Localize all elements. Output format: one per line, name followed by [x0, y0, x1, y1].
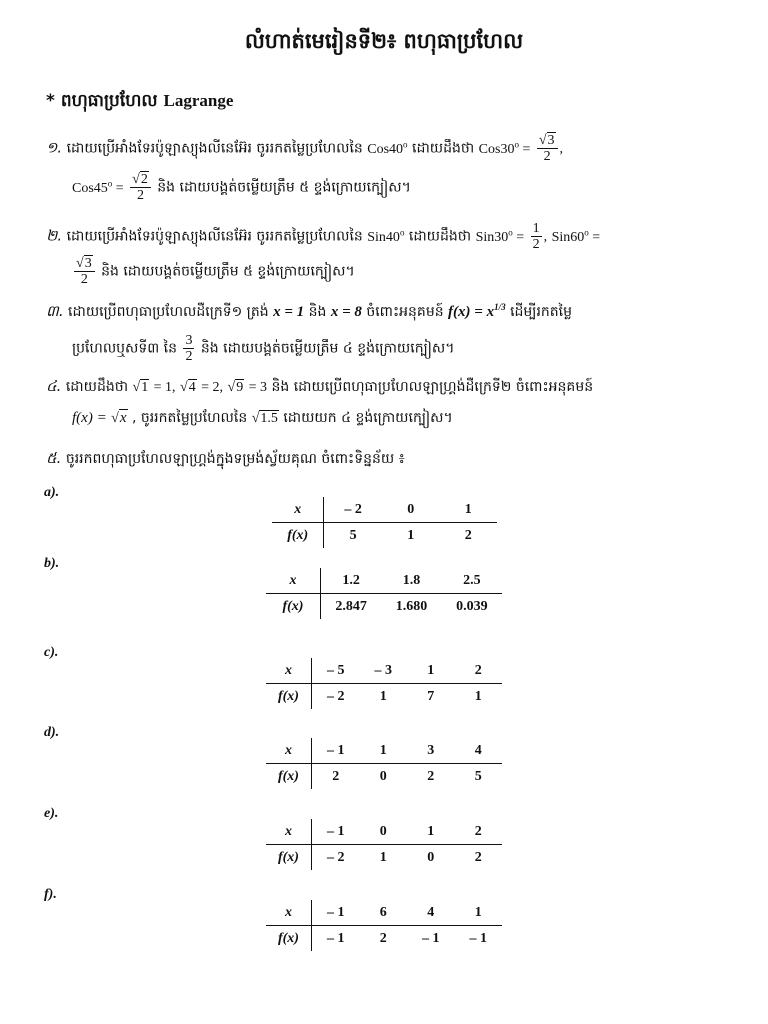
problem-1-line-1: ១. ដោយប្រើអាំងទែរប៉ូឡាស្យុងលីនេអ៊ែរ ចូររកតម្លៃប្រហែលនៃ Cos40$^o$ ដោយដឹងថា $Cos30^o$ = $\frac{√3}{2}$ ,: [46, 133, 564, 164]
problem-text: និង ដោយបង្គត់ចម្លើយត្រឹម ៥ ខ្ទង់ក្រោយក្បៀស។: [157, 179, 411, 196]
problem-3-line-2: [72, 333, 455, 364]
problem-text: ដោយដឹងថា: [408, 228, 472, 245]
table-row-fx: f(x) 5 1 2: [272, 523, 497, 549]
problem-text: ប្រហែលឬសទី៣ នៃ: [72, 340, 178, 357]
section-title-khmer: ពហុធាប្រហែល: [60, 91, 158, 111]
problem-4-line-1: ៤. ដោយដឹងថា √1 = 1, √4 = 2, √9 = 3 និង ដោយប្រើពហុធាប្រហែលឡាហ្គ្រង់ដឺក្រេទី២ ចំពោះអនុគមន៍: [46, 377, 594, 395]
table-label-e: e).: [44, 806, 59, 821]
section-heading: [46, 90, 233, 115]
math-root-9: √9: [227, 380, 244, 395]
data-table-d: [266, 738, 502, 789]
table-row-x: x – 2 0 1: [272, 497, 497, 523]
table-row-fx: f(x) – 2 1 0 2: [266, 845, 502, 871]
problem-text: ចំពោះអនុគមន៍: [366, 304, 444, 320]
section-title-latin: Lagrange: [163, 91, 234, 110]
math-root-1-5: √1.5: [251, 411, 278, 426]
data-table-c: [266, 658, 502, 709]
math-x-equals-1: x = 1: [273, 304, 305, 320]
problem-text: ដោយយក ៤ ខ្ទង់ក្រោយក្បៀស។: [283, 410, 453, 426]
fraction-root2-over-2: $\frac{√2}{2}$: [130, 172, 151, 203]
page-title: លំហាត់មេរៀនទី២៖ ពហុធាប្រហែល: [244, 29, 524, 53]
problem-text: ដោយប្រើពហុធាប្រហែលដឺក្រេទី១ ត្រង់: [68, 304, 269, 320]
problem-text: ដោយដឹងថា: [412, 140, 475, 157]
problem-text: និង ដោយបង្គត់ចម្លើយត្រឹម ៤ ខ្ទង់ក្រោយក្បៀស។: [200, 340, 455, 357]
table-row-fx: f(x) – 2 1 7 1: [266, 684, 502, 710]
problem-number: ៤.: [46, 377, 62, 395]
problem-text: និង ដោយបង្គត់ចម្លើយត្រឹម ៥ ខ្ទង់ក្រោយក្បៀស។: [101, 263, 355, 280]
math-function: f(x) =: [72, 410, 107, 426]
math-sin40: Sin40$^o$: [367, 226, 405, 245]
math-function: $f(x) = x^{1/3}$: [448, 302, 506, 320]
table-label-f: f).: [44, 887, 57, 902]
math-root-x: √x: [111, 410, 127, 426]
problem-number: ១.: [46, 138, 63, 157]
data-table-e: [266, 819, 502, 870]
table-row-x: x 1.2 1.8 2.5: [266, 568, 502, 594]
table-label-d: d).: [44, 725, 60, 740]
math-cos30: $Cos30^o$ =: [478, 138, 531, 157]
data-table-a: [272, 497, 497, 548]
math-root-1: √1: [132, 380, 149, 395]
math-sin60: $Sin60^o$ =: [551, 226, 601, 245]
table-row-x: x – 1 0 1 2: [266, 819, 502, 845]
problem-number: ២.: [46, 226, 63, 245]
problem-text: ចូររកពហុធាប្រហែលឡាហ្គ្រង់ក្នុងទម្រង់ស្វ័យគុណ ចំពោះទិន្នន័យ ៖: [65, 451, 405, 467]
table-row-x: x – 1 6 4 1: [266, 900, 502, 926]
fraction-root3-over-2: $\frac{√3}{2}$: [74, 256, 95, 287]
problem-text: ដើម្បីរកតម្លៃ: [510, 304, 572, 320]
table-row-fx: f(x) 2.847 1.680 0.039: [266, 594, 502, 620]
fraction-1-over-2: $\frac{1}{2}$: [532, 221, 540, 252]
math-root-4: √4: [180, 380, 196, 395]
fraction-root3-over-2: $\frac{√3}{2}$: [537, 133, 558, 164]
problem-text: ដោយប្រើអាំងទែរប៉ូឡាស្យុងលីនេអ៊ែរ ចូររកតម្លៃប្រហែលនៃ: [66, 228, 363, 245]
problem-text: ដោយប្រើអាំងទែរប៉ូឡាស្យុងលីនេអ៊ែរ ចូររកតម្លៃប្រហែលនៃ: [66, 140, 363, 157]
data-table-f: [266, 900, 502, 951]
problem-5-line-1: [46, 449, 405, 471]
problem-number: ៥.: [46, 449, 62, 467]
table-label-c: c).: [44, 645, 59, 660]
table-row-x: x – 1 1 3 4: [266, 738, 502, 764]
table-row-fx: f(x) – 1 2 – 1 – 1: [266, 926, 502, 952]
data-table-b: [266, 568, 502, 619]
problem-number: ៣.: [46, 302, 64, 320]
problem-3-line-1: [46, 302, 572, 324]
math-cos40: Cos40$^o$: [367, 138, 408, 157]
math-x-equals-8: x = 8: [330, 304, 362, 320]
problem-text: និង: [308, 304, 327, 320]
table-row-x: x – 5 – 3 1 2: [266, 658, 502, 684]
problem-2-line-2: [72, 256, 355, 287]
problem-4-line-2: [72, 408, 453, 429]
problem-1-line-2: [72, 172, 411, 203]
table-label-a: a).: [44, 485, 60, 500]
math-cos45: $Cos45^o$ =: [72, 177, 124, 196]
math-sin30: $Sin30^o$ =: [475, 226, 525, 245]
problem-text: ដោយដឹងថា: [65, 379, 129, 395]
problem-text: , ចូររកតម្លៃប្រហែលនៃ: [131, 410, 248, 426]
problem-2-line-1: ២. ដោយប្រើអាំងទែរប៉ូឡាស្យុងលីនេអ៊ែរ ចូររកតម្លៃប្រហែលនៃ Sin40$^o$ ដោយដឹងថា $Sin30^o$ = $\frac{1}{2}$ , $Sin60^o$ =: [46, 221, 601, 252]
section-bullet: *: [46, 91, 55, 111]
table-label-b: b).: [44, 556, 60, 571]
problem-text: និង ដោយប្រើពហុធាប្រហែលឡាហ្គ្រង់ដឺក្រេទី២ ចំពោះអនុគមន៍: [271, 379, 594, 395]
table-row-fx: f(x) 2 0 2 5: [266, 764, 502, 790]
fraction-3-over-2: $\frac{3}{2}$: [185, 333, 193, 364]
